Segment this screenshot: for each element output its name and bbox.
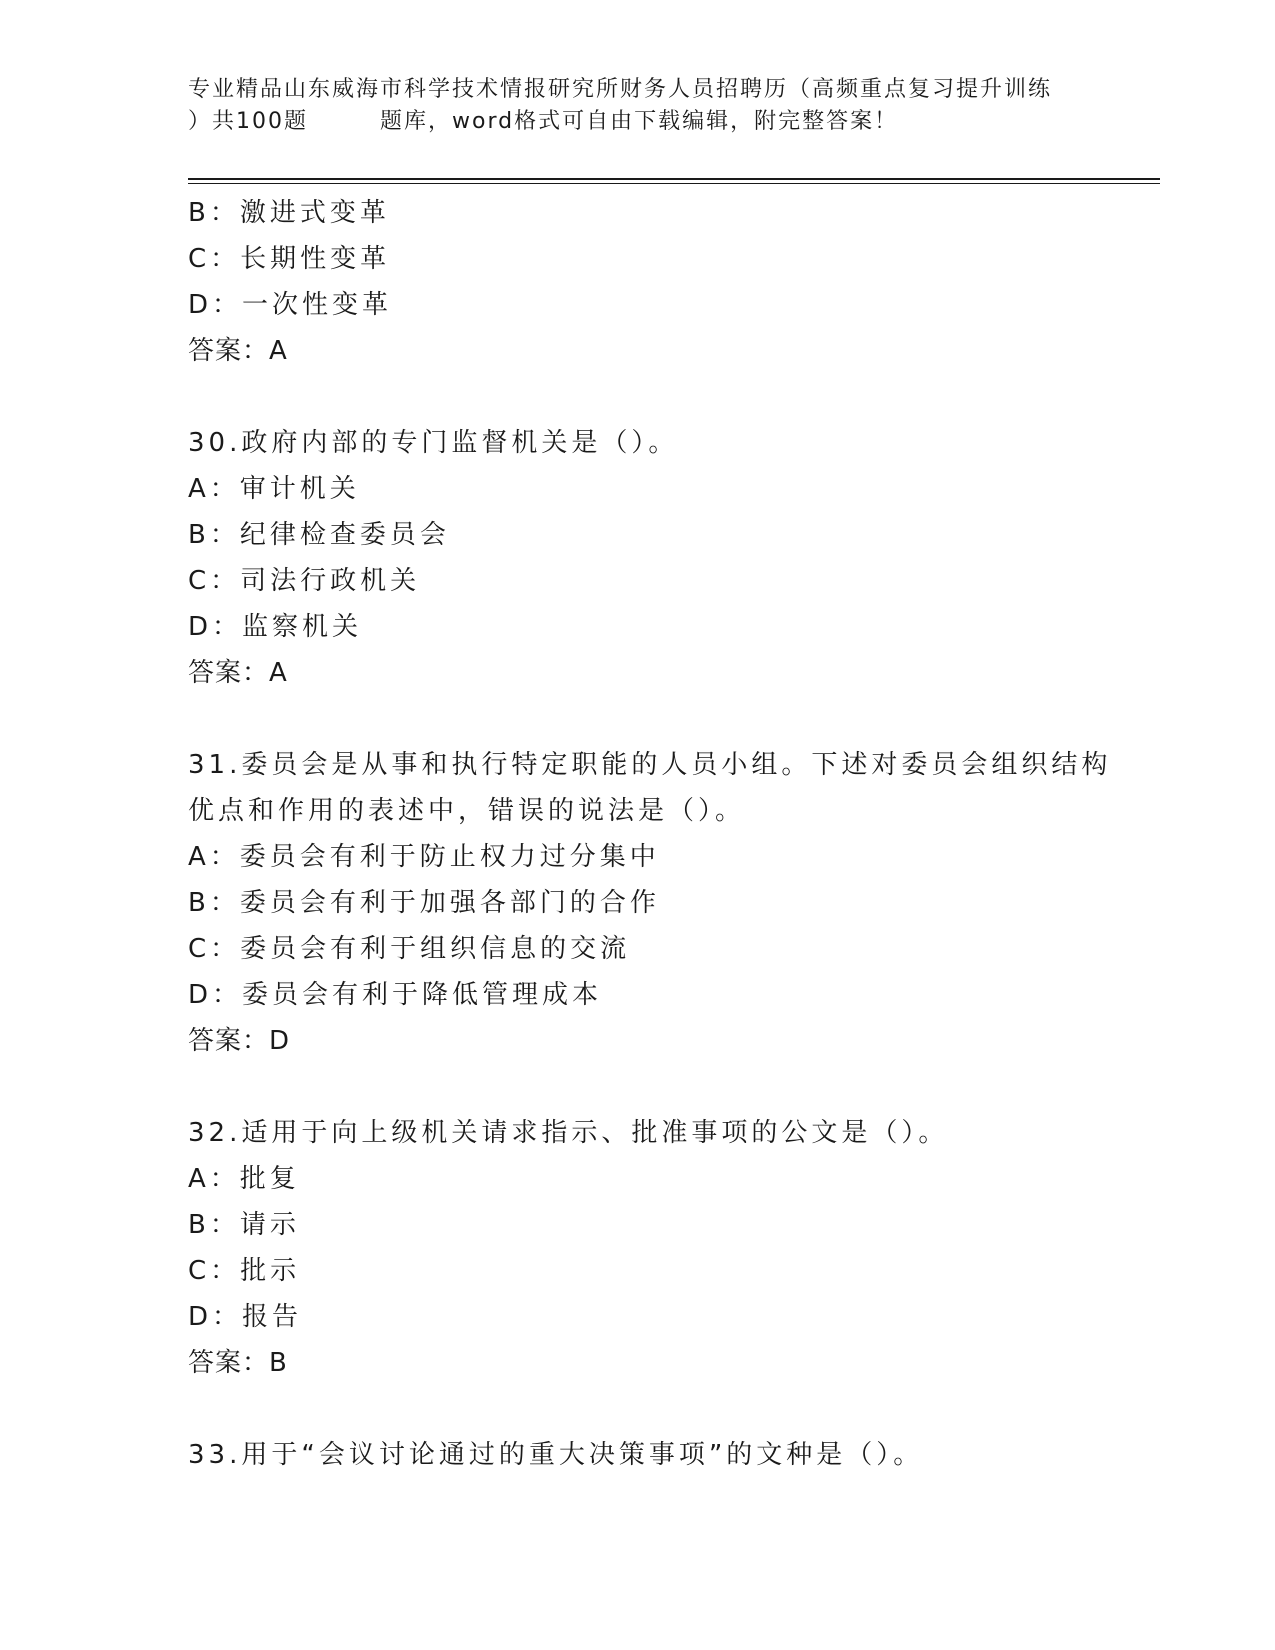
question-stem-line-1: 31.委员会是从事和执行特定职能的人员小组。下述对委员会组织结构 [188, 750, 1112, 780]
header-line-1: 专业精品山东威海市科学技术情报研究所财务人员招聘历（高频重点复习提升训练 [188, 77, 1053, 102]
question-32 [188, 1110, 1148, 1386]
option-b: B：激进式变革 [188, 198, 390, 228]
question-stem: 32.适用于向上级机关请求指示、批准事项的公文是（）。 [188, 1118, 949, 1148]
header-rule-thick [188, 178, 1160, 180]
option-d: D：一次性变革 [188, 290, 393, 320]
question-30 [188, 420, 1148, 696]
option-a: A：委员会有利于防止权力过分集中 [188, 842, 660, 872]
option-b: B：请示 [188, 1210, 300, 1240]
option-b: B：纪律检查委员会 [188, 520, 450, 550]
option-d: D：监察机关 [188, 612, 363, 642]
question-stem-line-2: 优点和作用的表述中，错误的说法是（）。 [188, 796, 746, 826]
option-a: A：批复 [188, 1164, 300, 1194]
answer-line: 答案：D [188, 1026, 291, 1056]
option-c: C：长期性变革 [188, 244, 391, 274]
question-list [188, 190, 1148, 1478]
header-line-2-right: 题库，word格式可自由下载编辑，附完整答案！ [380, 109, 899, 134]
answer-line: 答案：A [188, 336, 288, 366]
answer-line: 答案：B [188, 1348, 288, 1378]
question-stem: 30.政府内部的专门监督机关是（）。 [188, 428, 679, 458]
option-c: C：批示 [188, 1256, 301, 1286]
option-b: B：委员会有利于加强各部门的合作 [188, 888, 660, 918]
header-line-2-left: ）共100题 [188, 109, 308, 134]
option-d: D：报告 [188, 1302, 303, 1332]
option-c: C：司法行政机关 [188, 566, 421, 596]
question-31 [188, 742, 1148, 1064]
question-29-tail [188, 190, 1148, 374]
header-rule-thin [188, 183, 1160, 184]
option-a: A：审计机关 [188, 474, 360, 504]
answer-line: 答案：A [188, 658, 288, 688]
header-line-2 [188, 106, 1098, 138]
question-33 [188, 1432, 1148, 1478]
page-header [188, 74, 1098, 138]
option-d: D：委员会有利于降低管理成本 [188, 980, 603, 1010]
option-c: C：委员会有利于组织信息的交流 [188, 934, 631, 964]
question-stem: 33.用于“会议讨论通过的重大决策事项”的文种是（）。 [188, 1440, 924, 1470]
